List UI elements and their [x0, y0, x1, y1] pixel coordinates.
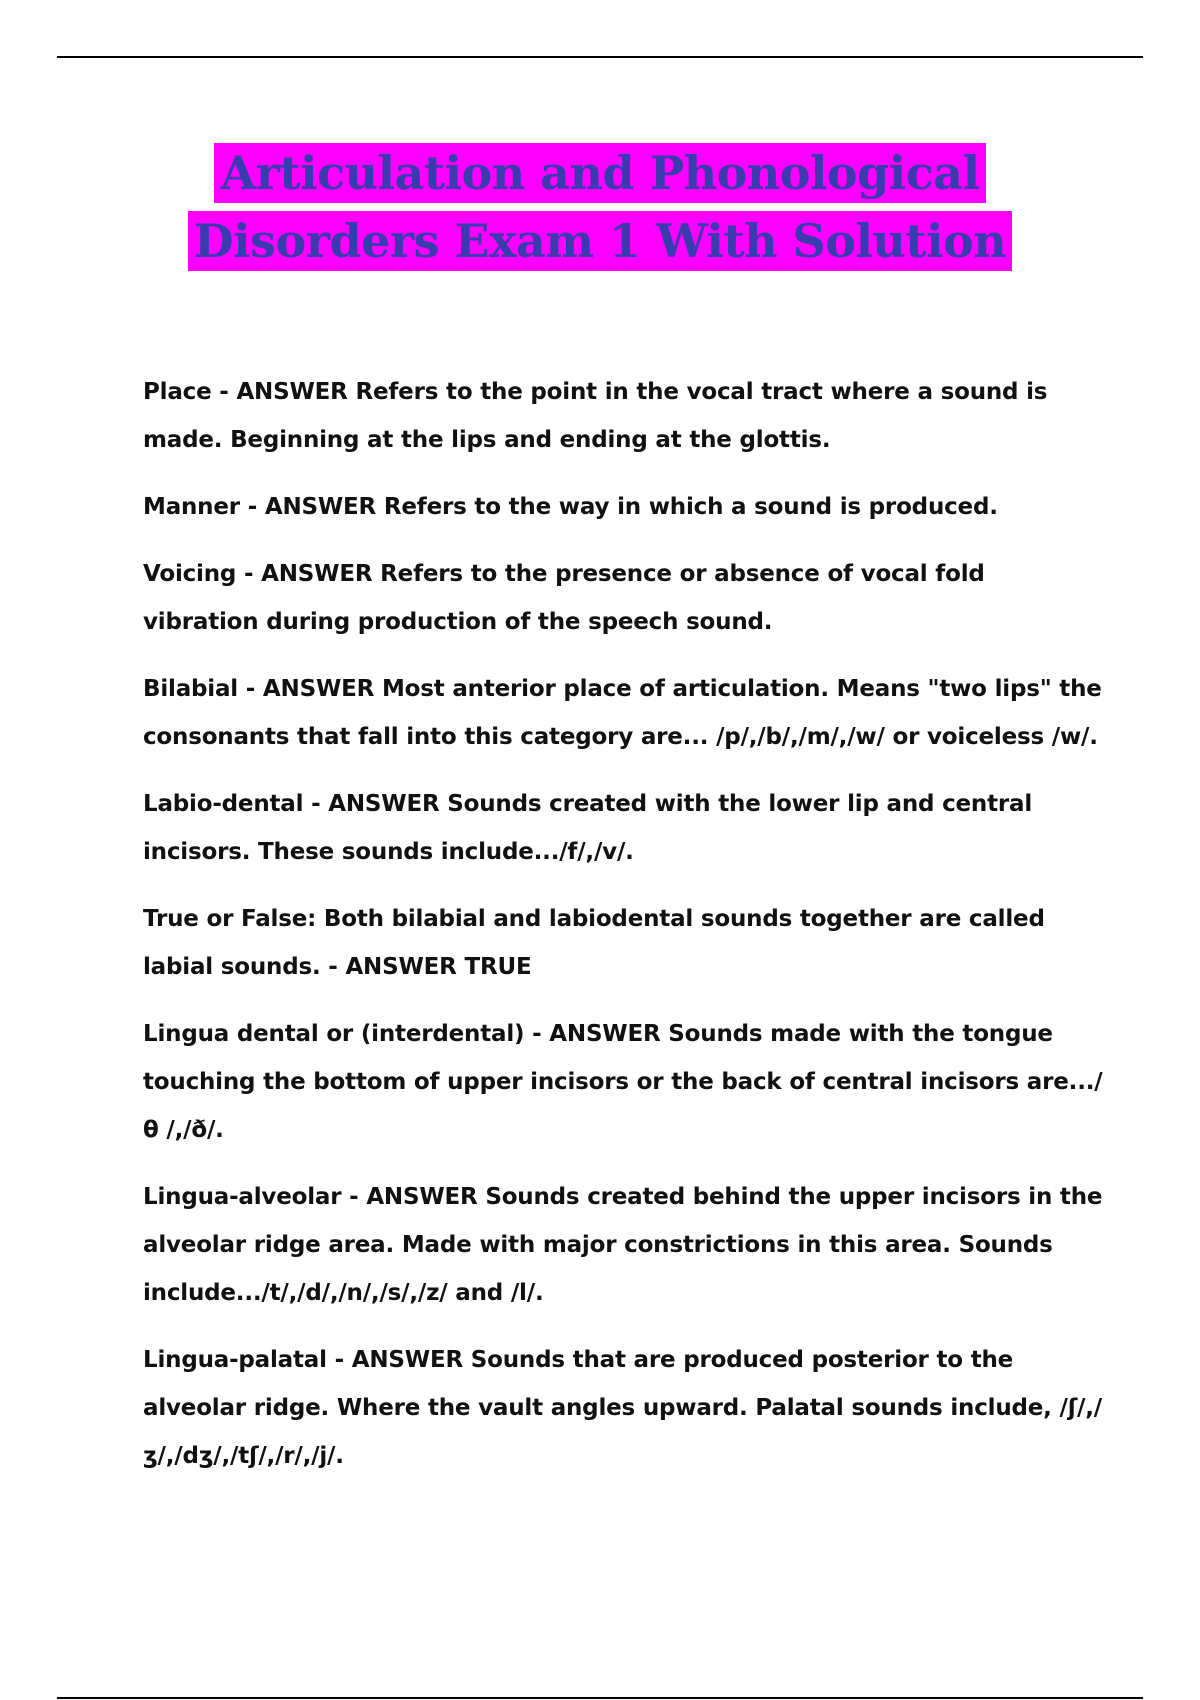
qa-item-bilabial: Bilabial - ANSWER Most anterior place of articulation. Means "two lips" the consonants that fall into this category are... /p/,/b/,/m/,/w/ or voiceless /w/.	[143, 676, 1102, 750]
qa-item-voicing: Voicing - ANSWER Refers to the presence or absence of vocal fold vibration during production of the speech sound.	[143, 561, 985, 635]
qa-item-true-false-labial: True or False: Both bilabial and labiodental sounds together are called labial sounds. - ANSWER TRUE	[143, 906, 1045, 980]
qa-item-labio-dental: Labio-dental - ANSWER Sounds created with the lower lip and central incisors. These sounds include.../f/,/v/.	[143, 791, 1033, 865]
qa-item-lingua-palatal: Lingua-palatal - ANSWER Sounds that are produced posterior to the alveolar ridge. Where the vault angles upward. Palatal sounds include, /ʃ/,/ʒ/,/dʒ/,/tʃ/,/r/,/j/.	[143, 1347, 1102, 1469]
top-rule	[57, 56, 1143, 58]
title-line-2: Disorders Exam 1 With Solution	[188, 211, 1012, 271]
bottom-rule	[57, 1697, 1143, 1699]
qa-item-place: Place - ANSWER Refers to the point in the vocal tract where a sound is made. Beginning at the lips and ending at the glottis.	[143, 379, 1048, 453]
qa-item-lingua-alveolar: Lingua-alveolar - ANSWER Sounds created behind the upper incisors in the alveolar ridge area. Made with major constrictions in this area. Sounds include.../t/,/d/,/n/,/s/,/z/ and /l/.	[143, 1184, 1103, 1306]
title-line-1: Articulation and Phonological	[214, 143, 985, 203]
qa-item-manner: Manner - ANSWER Refers to the way in which a sound is produced.	[143, 494, 998, 520]
qa-list	[143, 368, 1103, 1499]
qa-item-lingua-dental: Lingua dental or (interdental) - ANSWER Sounds made with the tongue touching the bottom of upper incisors or the back of central incisors are.../θ /,/ð/.	[143, 1021, 1103, 1143]
document-title	[0, 143, 1200, 271]
